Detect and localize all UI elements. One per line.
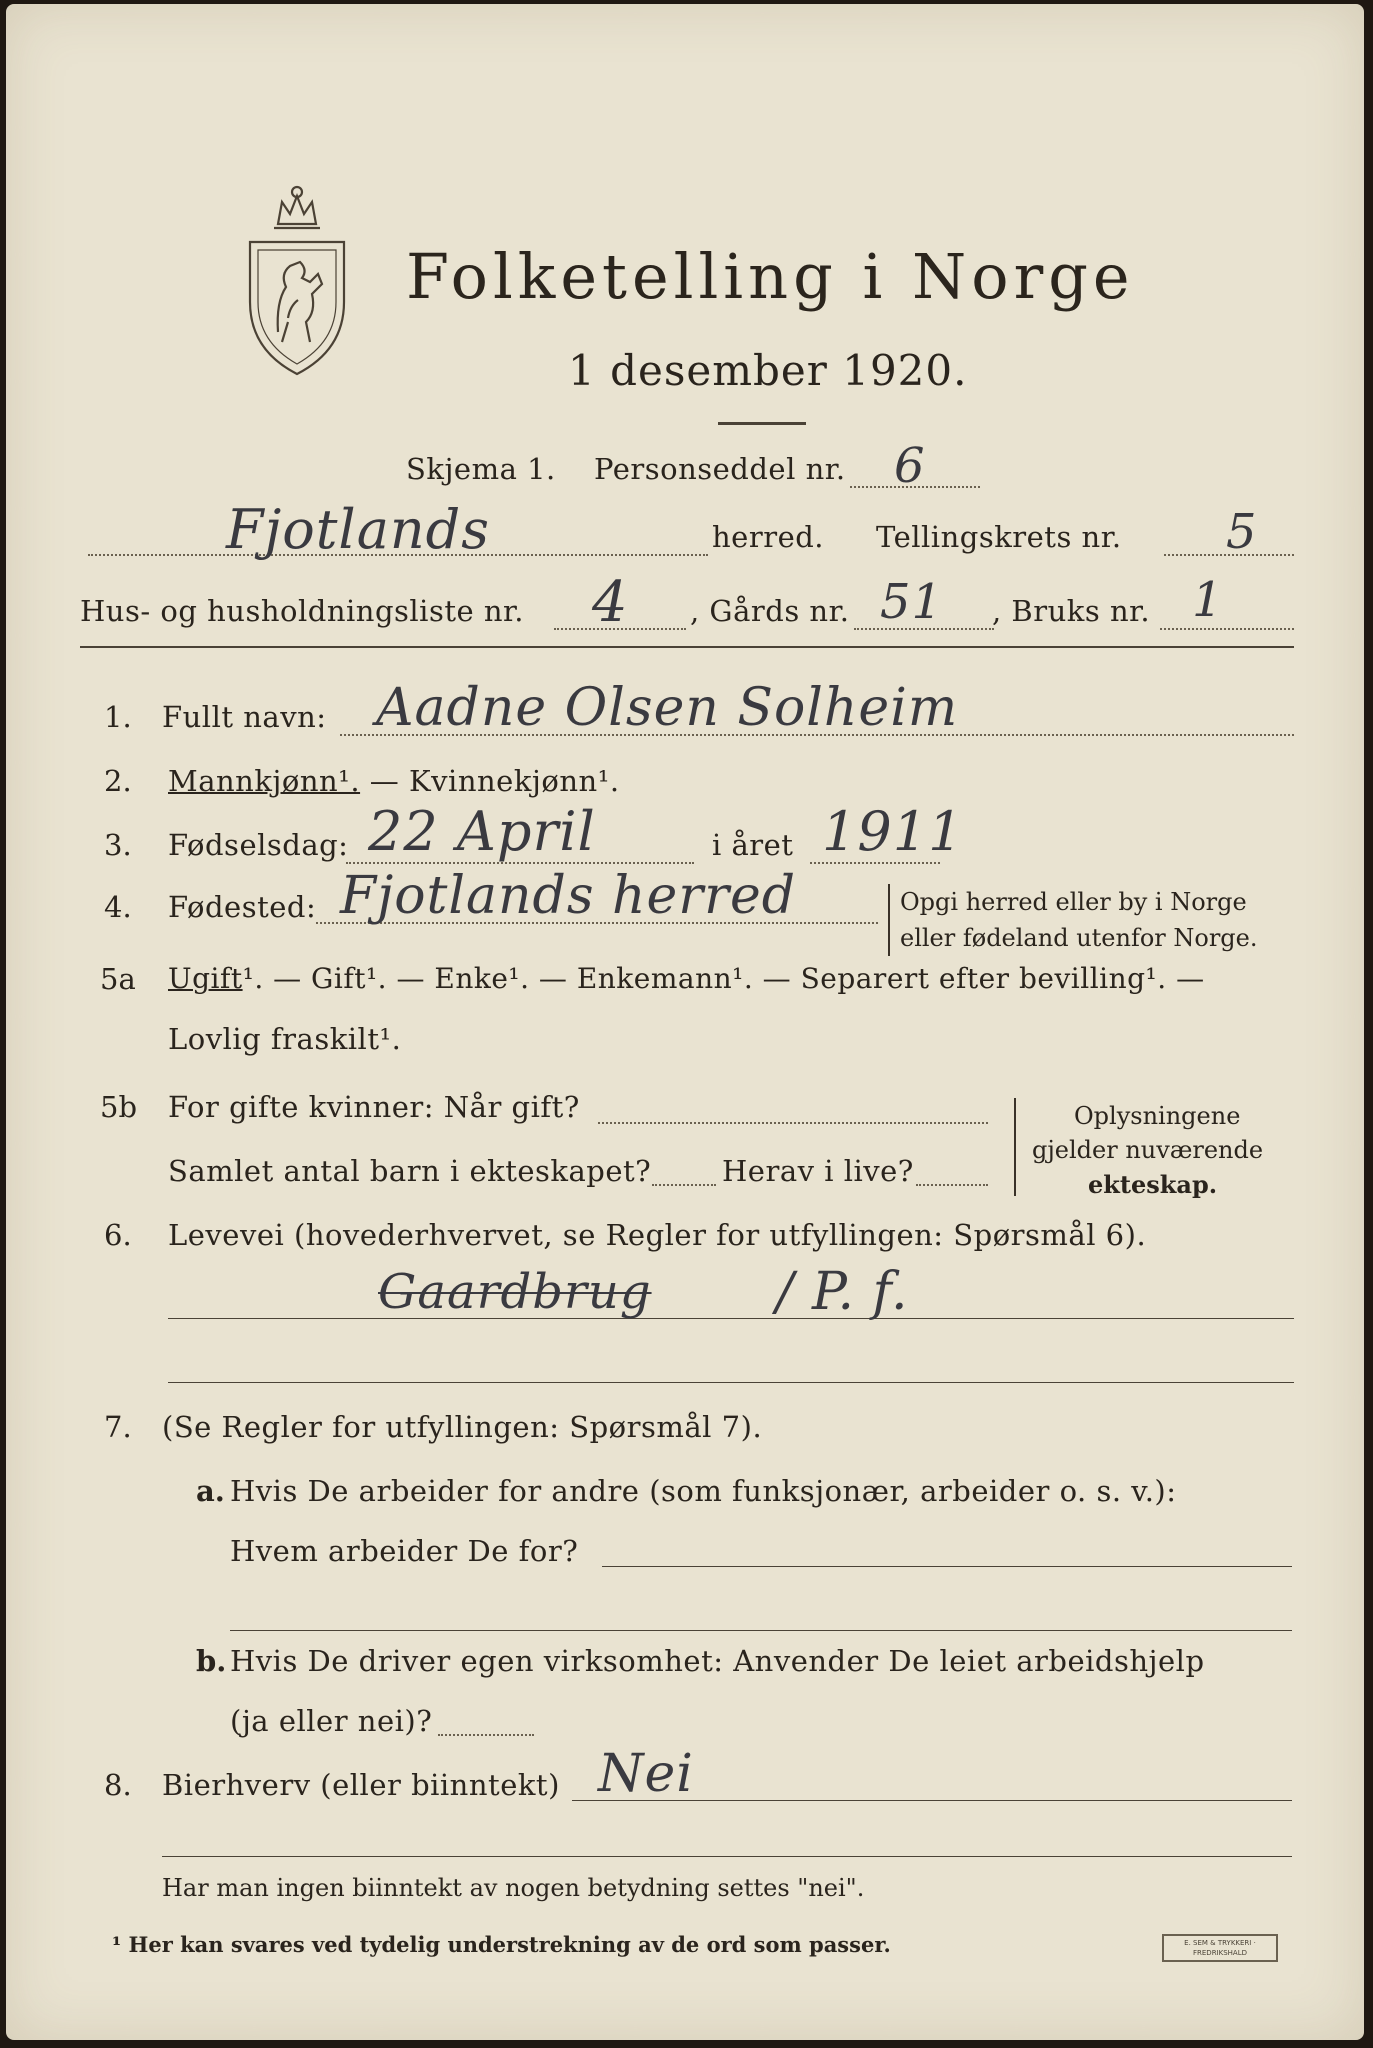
personseddel-value: 6 [894, 438, 926, 494]
q3-value: 22 April [368, 800, 596, 863]
q2-male-option: Mannkjønn¹. [168, 764, 361, 798]
q7b-dots [438, 1734, 534, 1736]
q7b-label: Hvis De driver egen virksomhet: Anvender De leiet arbeidshjelp [230, 1644, 1205, 1678]
q3-label: Fødselsdag: [168, 828, 349, 862]
q2-number: 2. [104, 764, 132, 798]
q4-label: Fødested: [168, 890, 317, 924]
q7a-letter: a. [196, 1474, 225, 1508]
q5b-note-bracket [1014, 1098, 1016, 1196]
hus-label: Hus- og husholdningsliste nr. [80, 594, 524, 628]
printer-stamp-text: E. SEM & TRYKKERI · FREDRIKSHALD [1184, 1939, 1256, 1957]
tellingskrets-value: 5 [1226, 504, 1258, 560]
q5a-options [168, 962, 1205, 995]
q5b-note-line1: Oplysningene [1074, 1102, 1241, 1130]
q8-value: Nei [598, 1744, 694, 1804]
q3-year-value: 1911 [822, 800, 964, 863]
q5b-note-line3: ekteskap. [1088, 1170, 1218, 1199]
q5b-dots [598, 1122, 988, 1124]
q3-number: 3. [104, 828, 132, 862]
hus-value: 4 [592, 570, 629, 635]
q6-label: Levevei (hovederhvervet, se Regler for utfyllingen: Spørsmål 6). [168, 1218, 1147, 1252]
tellingskrets-label: Tellingskrets nr. [876, 520, 1122, 554]
q6-answer-line2 [168, 1382, 1294, 1383]
q8-label: Bierhverv (eller biinntekt) [162, 1768, 560, 1802]
q7a-answer-line1 [602, 1566, 1292, 1567]
q8-answer-line2 [162, 1856, 1292, 1857]
q5a-other-options: ¹. — Gift¹. — Enke¹. — Enkemann¹. — Separert efter bevilling¹. — [242, 962, 1205, 995]
q7a-label: Hvis De arbeider for andre (som funksjonær, arbeider o. s. v.): [230, 1474, 1177, 1508]
q1-label: Fullt navn: [162, 700, 327, 734]
q4-note-line2: eller fødeland utenfor Norge. [900, 924, 1258, 952]
q6-value-struck: Gaardbrug [378, 1264, 652, 1320]
footnote: ¹ Her kan svares ved tydelig understrekning av de ord som passer. [112, 1932, 891, 1957]
note-nei: Har man ingen biinntekt av nogen betydning settes "nei". [162, 1874, 865, 1902]
q4-value: Fjotlands herred [340, 866, 797, 926]
herred-label: herred. [712, 520, 825, 554]
printer-stamp [1162, 1934, 1278, 1962]
q5a-line2: Lovlig fraskilt¹. [168, 1022, 402, 1056]
q5a-number: 5a [100, 962, 136, 996]
q5b-note-line2: gjelder nuværende [1032, 1136, 1264, 1164]
q1-value: Aadne Olsen Solheim [376, 678, 959, 738]
q5b-line2b-dots [916, 1184, 988, 1186]
q7a-answer-line2 [230, 1630, 1292, 1631]
bruks-dots [1160, 628, 1294, 630]
q7-number: 7. [104, 1410, 132, 1444]
q2-options: Mannkjønn¹. — Kvinnekjønn¹. [168, 764, 620, 798]
bruks-label: , Bruks nr. [992, 594, 1151, 628]
header-divider [80, 646, 1294, 648]
q7b-letter: b. [196, 1644, 227, 1678]
gards-value: 51 [880, 574, 944, 630]
q5b-line2a-dots [652, 1184, 716, 1186]
coat-of-arms-icon [238, 182, 356, 382]
gards-label: , Gårds nr. [690, 594, 850, 628]
q4-number: 4. [104, 890, 132, 924]
q6-number: 6. [104, 1218, 132, 1252]
personseddel-label: Personseddel nr. [594, 452, 846, 486]
q1-number: 1. [104, 700, 132, 734]
q5b-line2b: Herav i live? [722, 1154, 914, 1188]
title-divider [718, 422, 806, 425]
q7b-line2: (ja eller nei)? [230, 1704, 433, 1738]
q7-label: (Se Regler for utfyllingen: Spørsmål 7). [162, 1410, 763, 1444]
q5b-label: For gifte kvinner: Når gift? [168, 1090, 580, 1124]
q2-female-option: Kvinnekjønn¹. [409, 764, 620, 798]
q5b-line2a: Samlet antal barn i ekteskapet? [168, 1154, 652, 1188]
herred-value: Fjotlands [226, 498, 490, 561]
q4-note-bracket [888, 884, 890, 956]
q7a-line2: Hvem arbeider De for? [230, 1534, 579, 1568]
census-form-sheet [6, 4, 1364, 2040]
q5a-ugift-option: Ugift [168, 962, 243, 995]
q5b-number: 5b [100, 1090, 138, 1124]
q8-number: 8. [104, 1768, 132, 1802]
form-title: Folketelling i Norge [406, 240, 1135, 313]
q3-year-label: i året [712, 828, 794, 862]
q4-note-line1: Opgi herred eller by i Norge [900, 888, 1247, 916]
q6-value: / P. f. [776, 1262, 909, 1322]
q6-answer-line1 [168, 1318, 1294, 1319]
census-date: 1 desember 1920. [568, 346, 968, 395]
skjema-label: Skjema 1. [406, 452, 556, 486]
bruks-value: 1 [1192, 572, 1224, 628]
